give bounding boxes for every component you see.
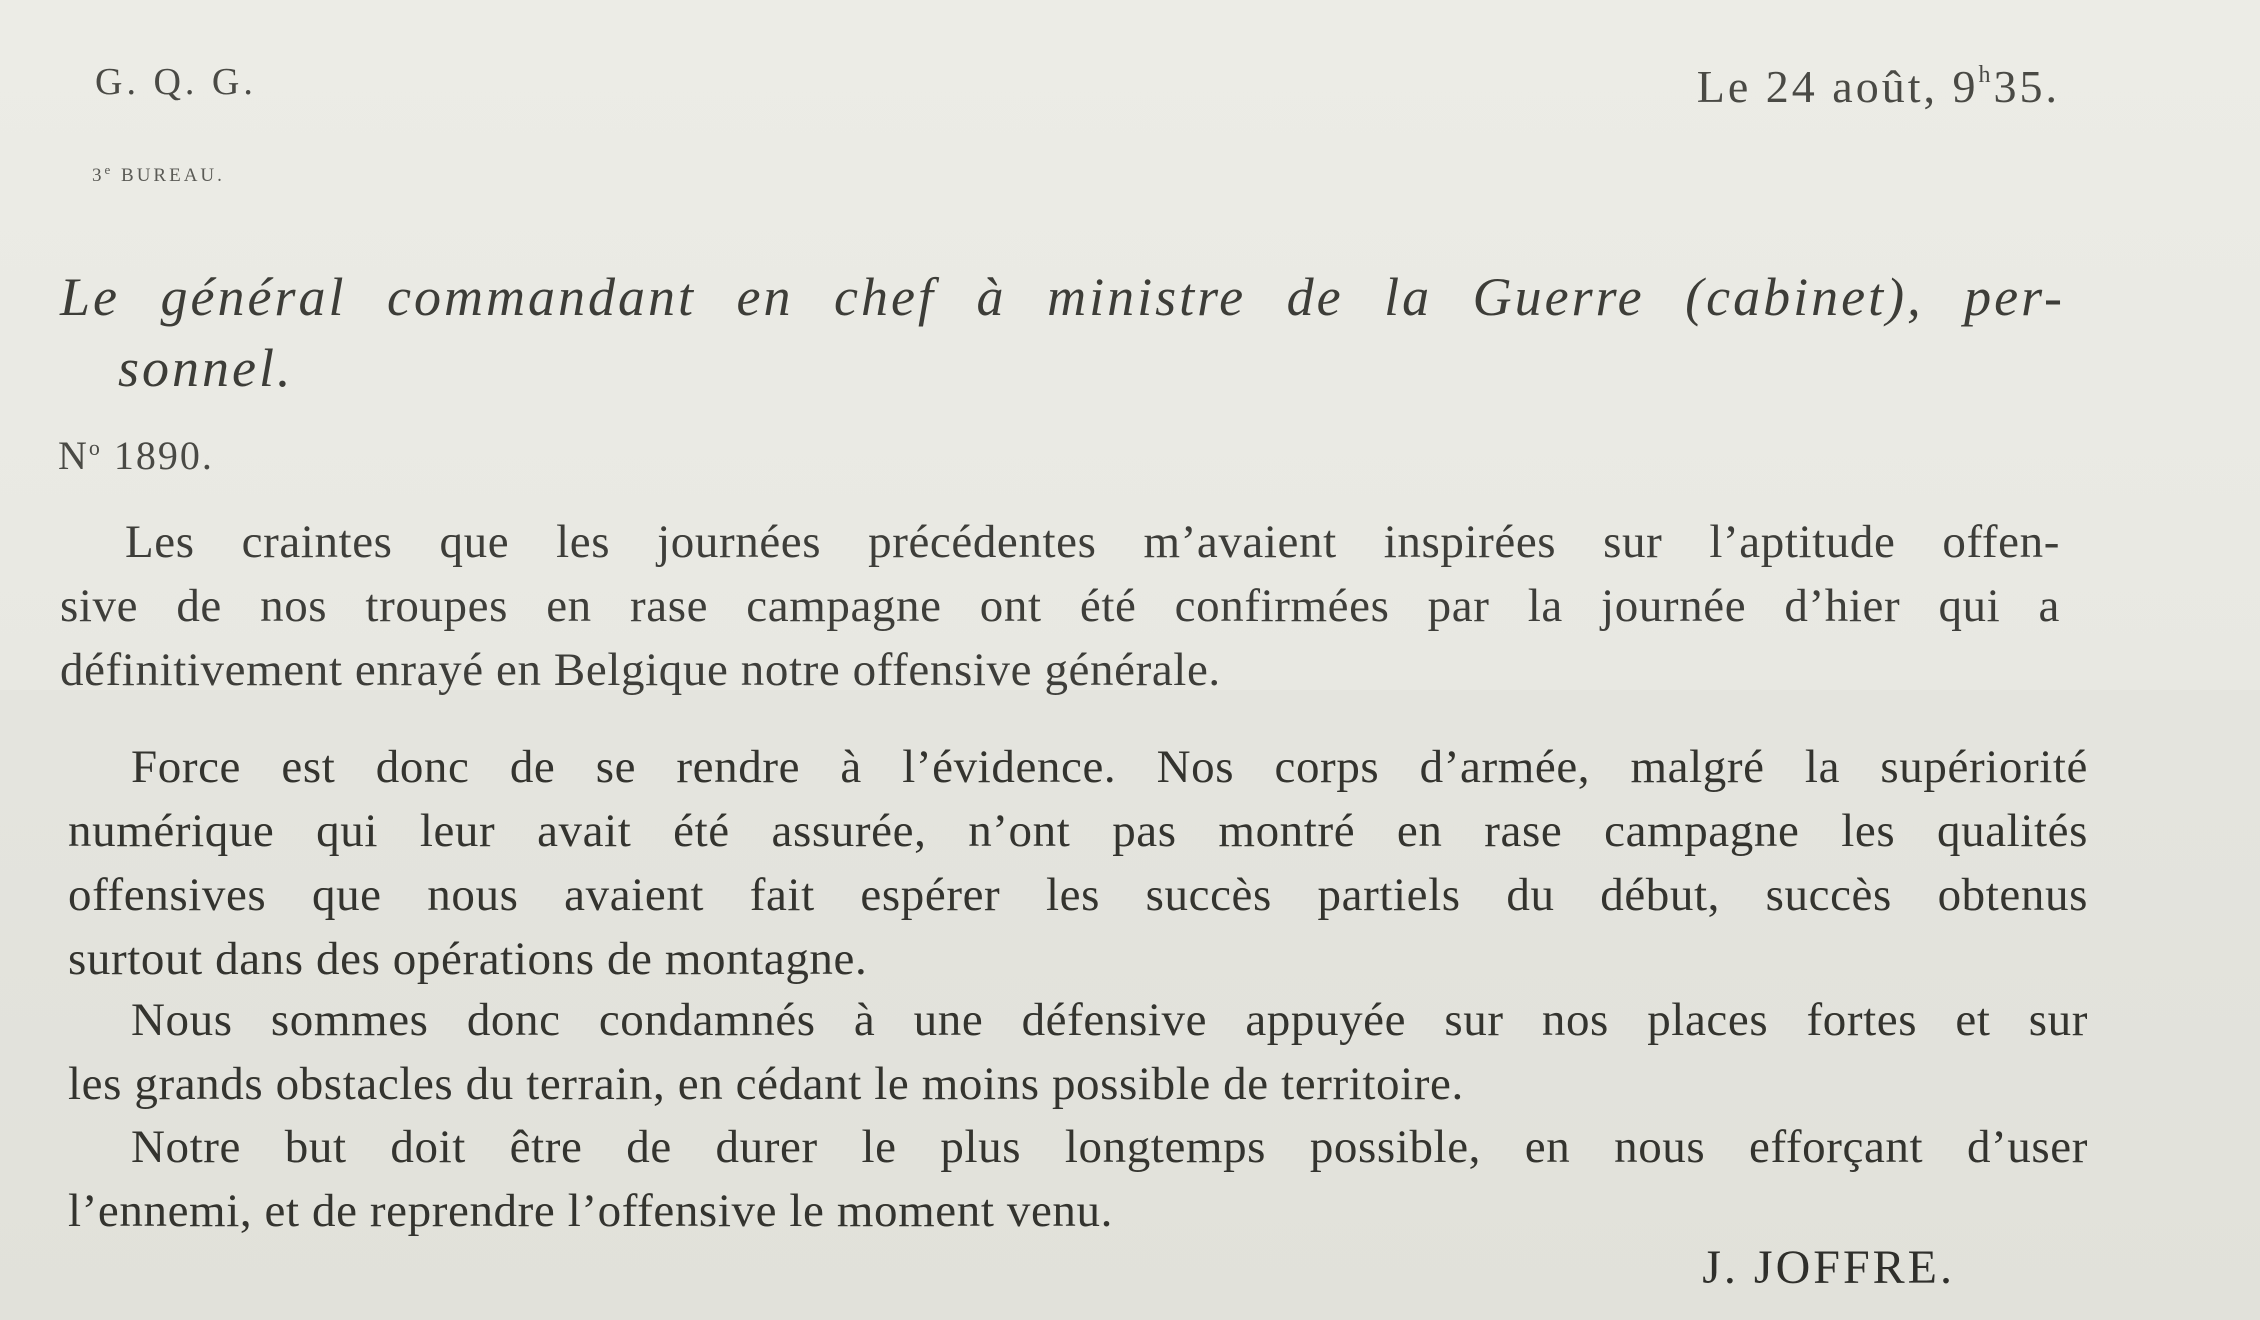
paragraph-4 [68,1115,2088,1243]
date-prefix: Le 24 août, 9 [1696,61,1979,112]
date-header [1697,60,2060,113]
number-sup: o [88,435,102,460]
paragraph-line: l’ennemi, et de reprendre l’offensive le moment venu. [68,1185,1113,1237]
signature: J. JOFFRE. [1702,1241,1955,1294]
paragraph-2 [68,735,2088,991]
paragraph-line: sive de nos troupes en rase campagne ont été confirmées par la journée d’hier qui a [60,580,2060,632]
paragraph-line: les grands obstacles du terrain, en cédant le moins possible de territoire. [68,1058,1464,1110]
bureau-header [92,162,225,187]
message-title-line2: sonnel. [118,338,294,398]
number-prefix: N [58,433,89,478]
paragraph-line: Force est donc de se rendre à l’évidence. Nos corps d’armée, malgré la supériorité [131,741,2088,793]
paragraph-1 [60,510,2060,702]
bureau-number-sup: e [104,162,114,177]
paragraph-line: Notre but doit être de durer le plus longtemps possible, en nous efforçant d’user [131,1121,2088,1173]
paragraph-line: Les craintes que les journées précédentes m’avaient inspirées sur l’aptitude offen- [125,516,2060,568]
date-hour-sup: h [1978,62,1994,88]
paragraph-line: surtout dans des opérations de montagne. [68,933,868,985]
paragraph-3 [68,988,2088,1116]
paragraph-line: Nous sommes donc condamnés à une défensive appuyée sur nos places fortes et sur [131,994,2088,1046]
bureau-label: BUREAU. [121,165,225,186]
message-title-line1: Le général commandant en chef à ministre de la Guerre (cabinet), per- [60,267,2065,327]
paragraph-line: définitivement enrayé en Belgique notre offensive générale. [60,644,1221,696]
message-number [58,432,214,479]
number-value: 1890. [113,433,214,478]
paragraph-line: numérique qui leur avait été assurée, n’ont pas montré en rase campagne les qualités [68,805,2088,857]
date-suffix: 35. [1993,61,2060,112]
paragraph-line: offensives que nous avaient fait espérer les succès partiels du début, succès obtenus [68,869,2088,921]
office-header: G. Q. G. [95,61,257,103]
bureau-number: 3 [92,165,105,186]
